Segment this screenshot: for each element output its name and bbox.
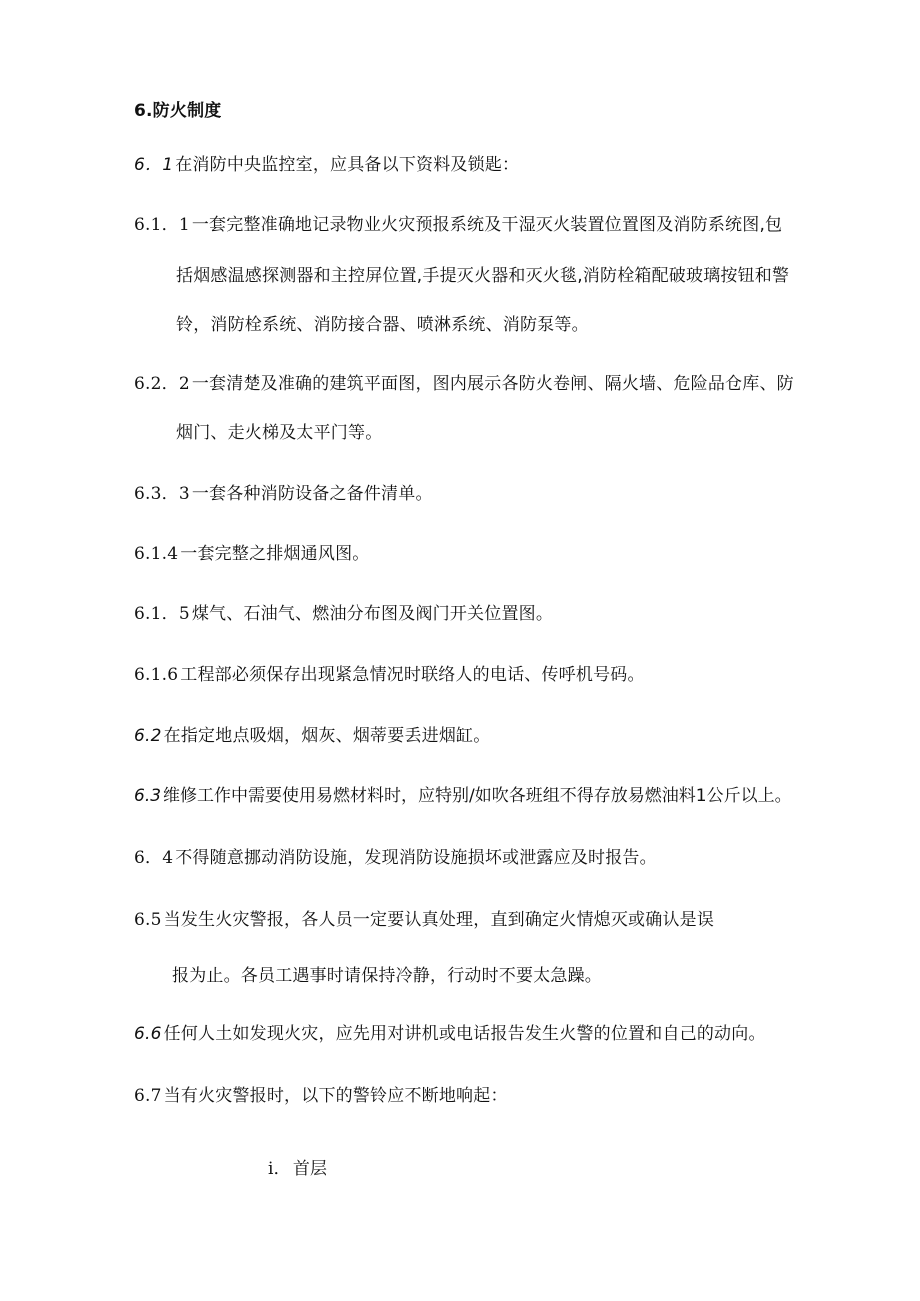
item-text: 在消防中央监控室，应具备以下资料及锁匙： xyxy=(175,155,520,175)
item-text: 一套各种消防设备之备件清单。 xyxy=(191,484,433,504)
item-text: 当有火灾警报时，以下的警铃应不断地响起： xyxy=(163,1086,508,1106)
item-6-2 xyxy=(134,724,490,748)
item-6-1-1-line-2: 括烟感温感探测器和主控屏位置,手提灭火器和灭火毯,消防栓箱配破玻璃按钮和警 xyxy=(176,266,790,286)
section-title: 6.防火制度 xyxy=(134,101,222,121)
item-6-1-1 xyxy=(134,213,782,237)
sub-item-text: 首层 xyxy=(292,1159,328,1179)
sub-item-i xyxy=(268,1157,327,1181)
item-number: 6.3．3 xyxy=(134,484,190,504)
item-6-5-line-2: 报为止。各员工遇事时请保持冷静，行动时不要太急躁。 xyxy=(172,966,602,986)
item-number: 6.1.6 xyxy=(134,665,179,685)
item-number: 6．1 xyxy=(134,155,174,175)
item-6-2-2 xyxy=(134,372,794,396)
item-6-7 xyxy=(134,1084,508,1108)
item-text-line: 当发生火灾警报，各人员一定要认真处理，直到确定火情熄灭或确认是误 xyxy=(163,910,715,930)
sub-item-number: i． xyxy=(268,1159,291,1179)
item-6-3-3 xyxy=(134,482,433,506)
item-number: 6.2 xyxy=(134,726,162,746)
item-number: 6.1.4 xyxy=(134,544,179,564)
item-number: 6.5 xyxy=(134,910,162,930)
item-6-1-1-line-3: 铃，消防栓系统、消防接合器、喷淋系统、消防泵等。 xyxy=(176,315,589,335)
item-number: 6.1．1 xyxy=(134,215,190,235)
item-text: 工程部必须保存出现紧急情况时联络人的电话、传呼机号码。 xyxy=(180,665,645,685)
item-number: 6.7 xyxy=(134,1086,162,1106)
item-text: 煤气、石油气、燃油分布图及阀门开关位置图。 xyxy=(191,604,554,624)
item-text: 一套完整之排烟通风图。 xyxy=(180,544,370,564)
item-6-3 xyxy=(134,784,792,808)
item-6-6 xyxy=(134,1022,766,1046)
item-text-line: 一套清楚及准确的建筑平面图，图内展示各防火卷闸、隔火墙、危险品仓库、防 xyxy=(191,374,794,394)
item-6-1-5 xyxy=(134,602,553,626)
item-text: 维修工作中需要使用易燃材料时，应特别/如吹各班组不得存放易燃油料1公斤以上。 xyxy=(163,786,792,806)
item-6-1-4 xyxy=(134,542,369,566)
item-number: 6.1．5 xyxy=(134,604,190,624)
item-6-2-2-line-2: 烟门、走火梯及太平门等。 xyxy=(176,423,383,443)
item-text: 任何人土如发现火灾，应先用对讲机或电话报告发生火警的位置和自己的动向。 xyxy=(163,1024,766,1044)
item-text-line: 一套完整准确地记录物业火灾预报系统及干湿灭火装置位置图及消防系统图,包 xyxy=(191,215,783,235)
item-number: 6．4 xyxy=(134,848,174,868)
item-number: 6.3 xyxy=(134,786,162,806)
item-text: 在指定地点吸烟，烟灰、烟蒂要丢进烟缸。 xyxy=(163,726,491,746)
item-text: 不得随意挪动消防设施，发现消防设施损坏或泄露应及时报告。 xyxy=(175,848,657,868)
item-6-4 xyxy=(134,846,657,870)
item-6-5 xyxy=(134,908,714,932)
item-number: 6.6 xyxy=(134,1024,162,1044)
item-6-1 xyxy=(134,153,519,177)
item-6-1-6 xyxy=(134,663,645,687)
item-number: 6.2．2 xyxy=(134,374,190,394)
